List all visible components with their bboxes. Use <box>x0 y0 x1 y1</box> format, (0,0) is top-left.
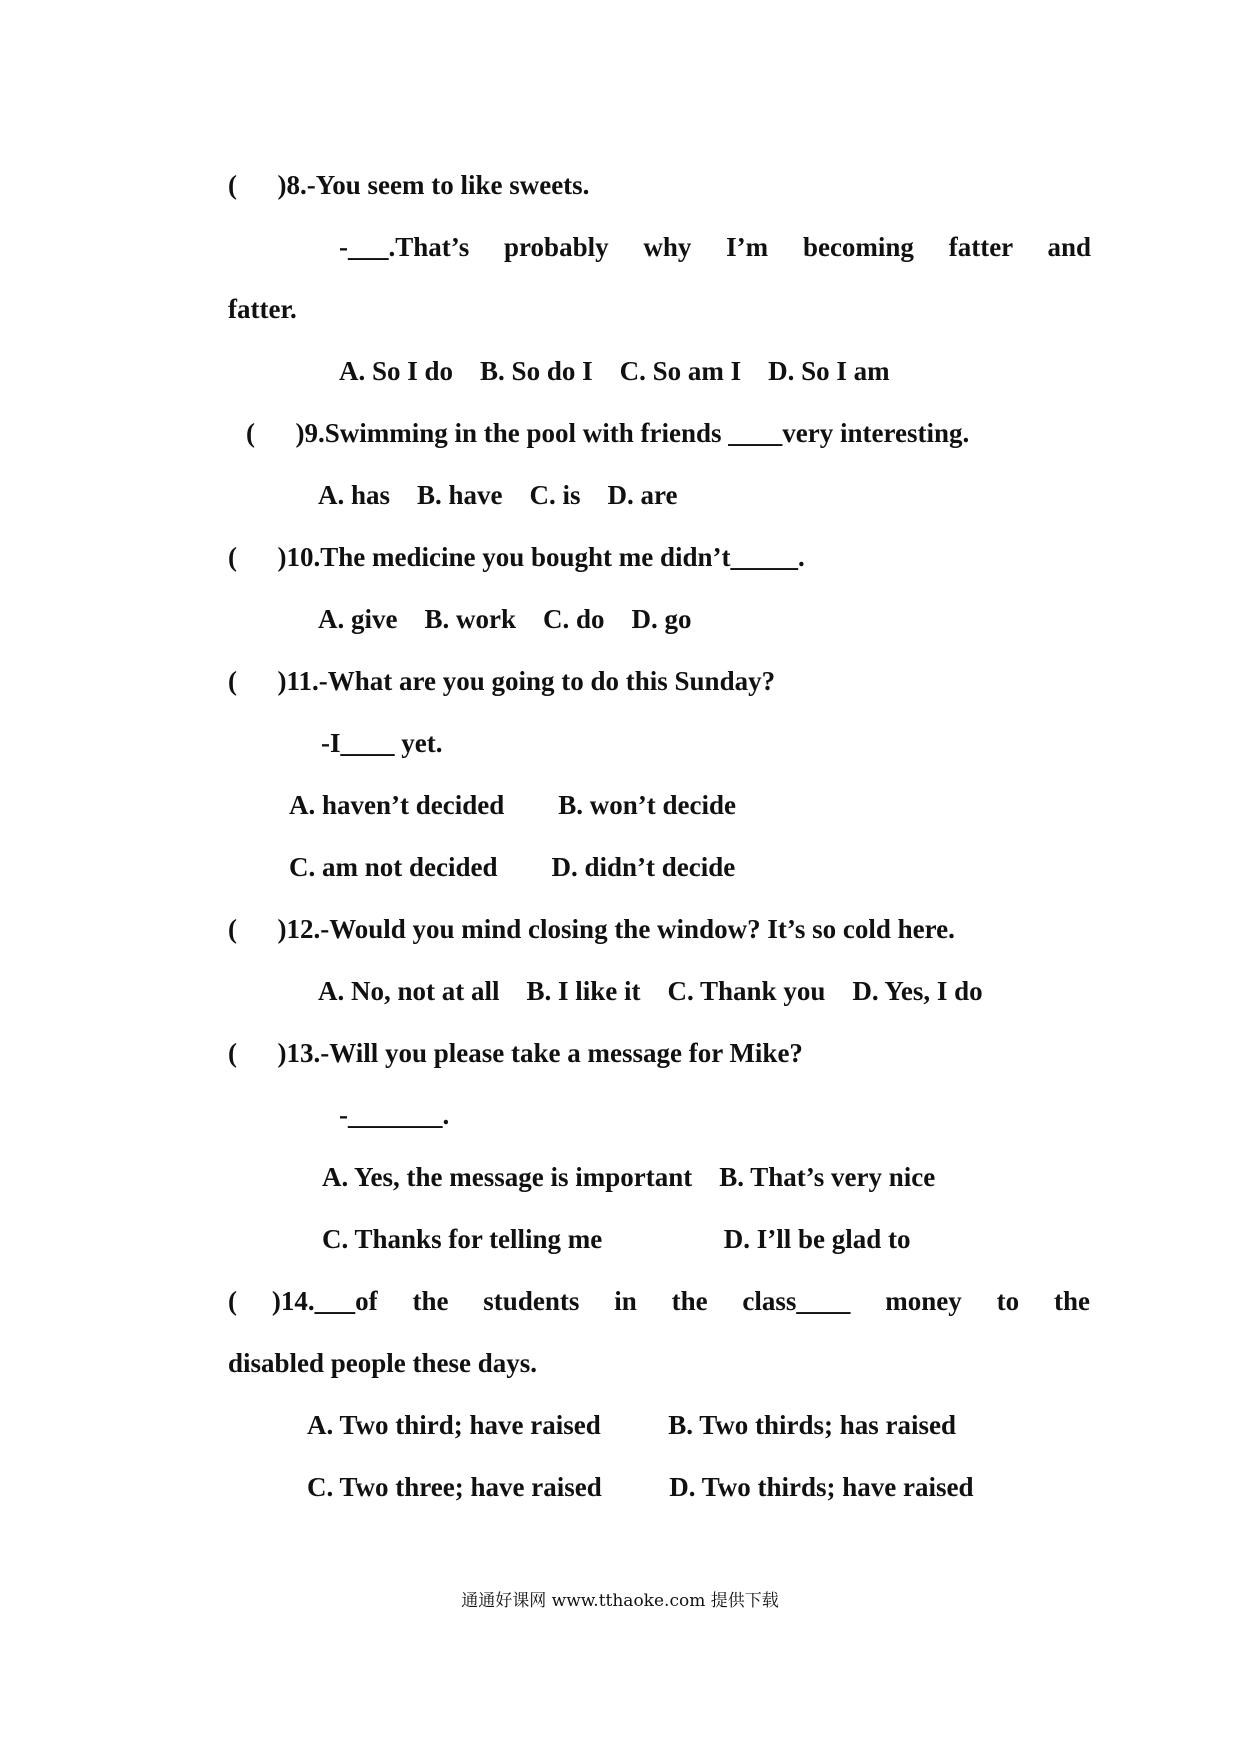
question-11-response: -I____ yet. <box>321 728 443 758</box>
question-10-options: A. give B. work C. do D. go <box>318 604 692 634</box>
question-14-stem: ( )14.___of the students in the class____ money to the <box>228 1286 1090 1316</box>
question-8-options: A. So I do B. So do I C. So am I D. So I am <box>339 356 890 386</box>
question-14-options-ab: A. Two third; have raised B. Two thirds; has raised <box>307 1410 957 1440</box>
question-8-response: -___.That’s probably why I’m becoming fatter and <box>339 232 1091 262</box>
question-11-stem: ( )11.-What are you going to do this Sunday? <box>228 666 776 696</box>
question-9-options: A. has B. have C. is D. are <box>318 480 678 510</box>
page-footer-source: 通通好课网 www.tthaoke.com 提供下载 <box>461 1591 779 1611</box>
question-11-options-ab: A. haven’t decided B. won’t decide <box>289 790 736 820</box>
question-13-options-ab: A. Yes, the message is important B. That’s very nice <box>322 1162 936 1192</box>
question-8-stem: ( )8.-You seem to like sweets. <box>228 170 590 200</box>
question-13-response: -_______. <box>339 1100 450 1130</box>
question-13-options-cd: C. Thanks for telling me D. I’ll be glad to <box>322 1224 911 1254</box>
question-12-options: A. No, not at all B. I like it C. Thank you D. Yes, I do <box>318 976 983 1006</box>
question-14-options-cd: C. Two three; have raised D. Two thirds; have raised <box>307 1472 974 1502</box>
question-13-stem: ( )13.-Will you please take a message for Mike? <box>228 1038 803 1068</box>
question-8-response-continued: fatter. <box>228 294 297 324</box>
question-11-options-cd: C. am not decided D. didn’t decide <box>289 852 736 882</box>
question-9-stem: ( )9.Swimming in the pool with friends ____very interesting. <box>246 418 970 448</box>
question-10-stem: ( )10.The medicine you bought me didn’t_____. <box>228 542 805 572</box>
question-14-stem-continued: disabled people these days. <box>228 1348 538 1378</box>
question-12-stem: ( )12.-Would you mind closing the window? It’s so cold here. <box>228 914 955 944</box>
